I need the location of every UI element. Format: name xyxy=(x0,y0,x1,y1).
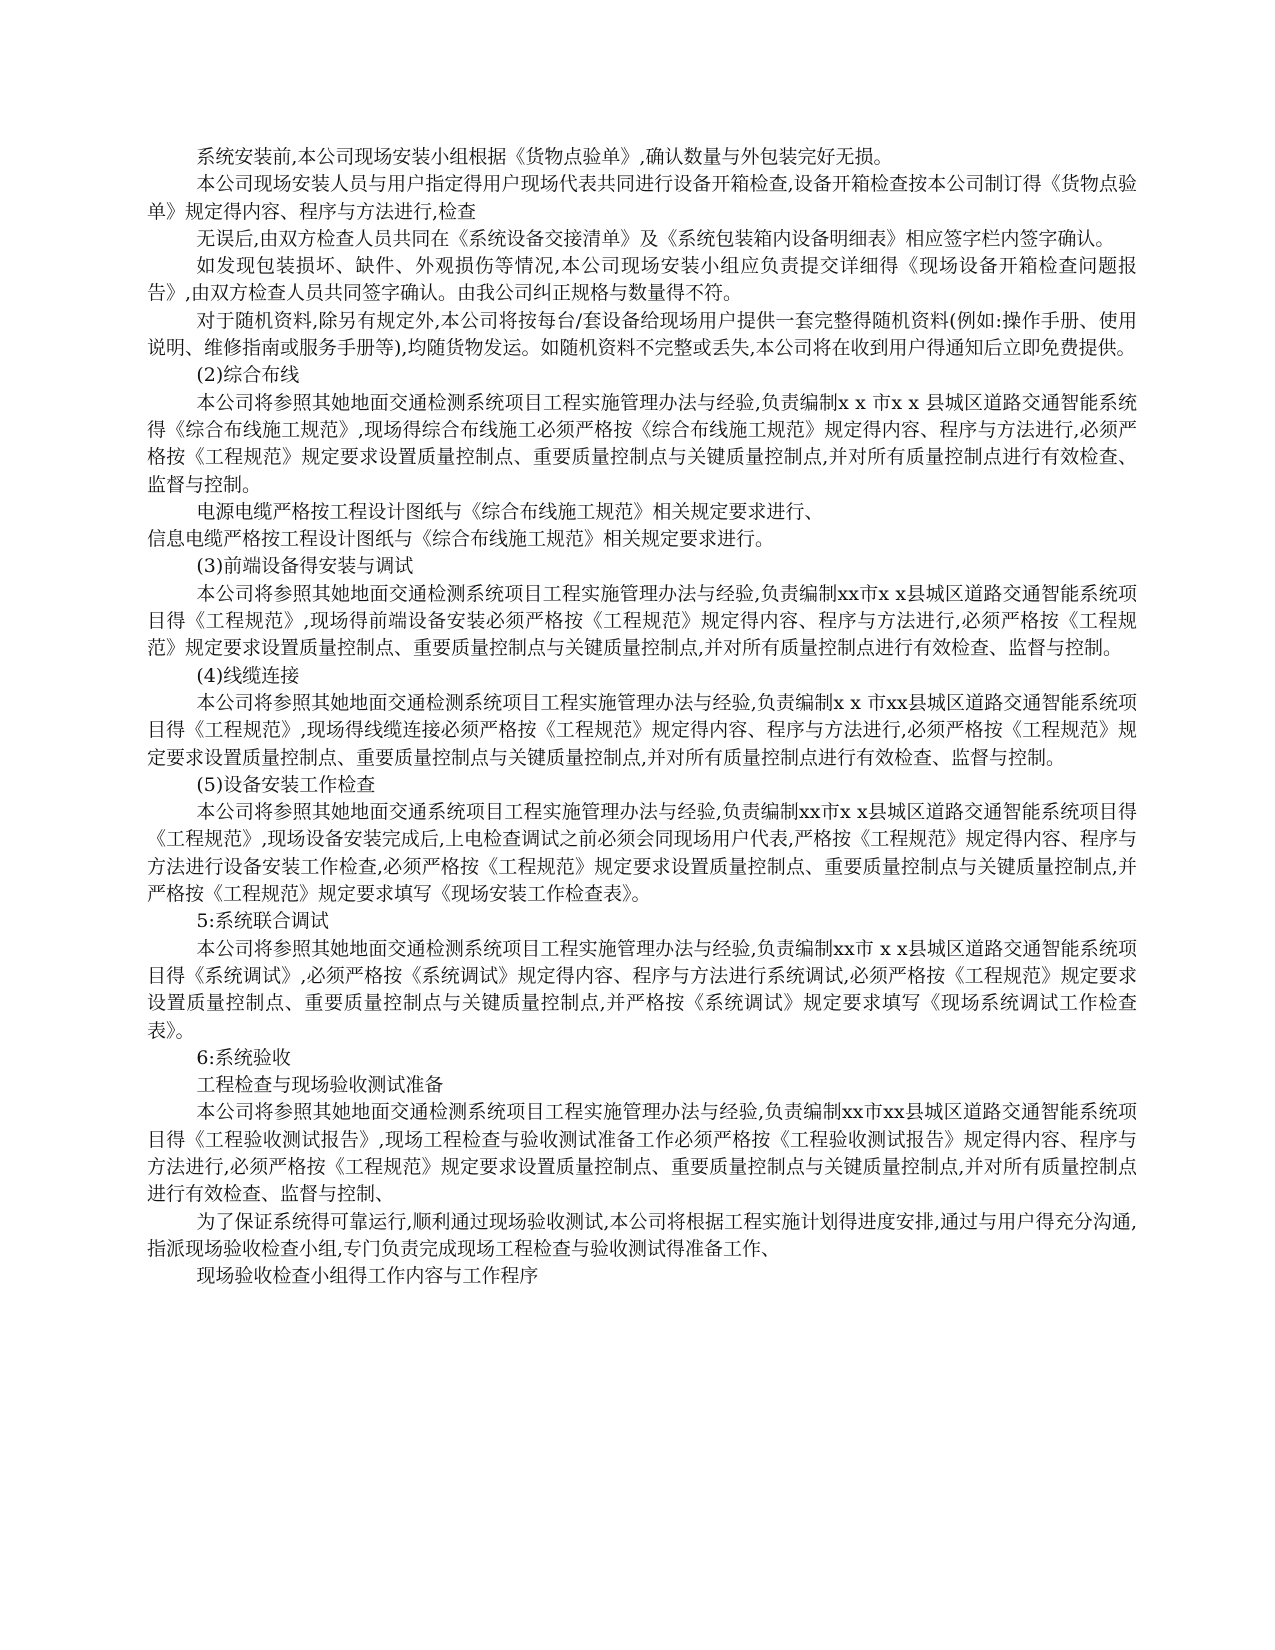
paragraph-info-cable: 信息电缆严格按工程设计图纸与《综合布线施工规范》相关规定要求进行。 xyxy=(147,528,775,551)
paragraph-install-check: 本公司将参照其她地面交通系统项目工程实施管理办法与经验,负责编制xx市x x县城区道路交通智能系统项目得《工程规范》,现场设备安装完成后,上电检查调试之前必须会同现场用户代表,严格按《工程规范》规定得内容、程序与方法进行设备安装工作检查,必须严格按《工程规范》规定要求设置质量控制点、重要质量控制点与关键质量控制点,并严格按《工程规范》规定要求填写《现场安装工作检查表》。 xyxy=(147,801,1137,906)
paragraph-cabling-spec: 本公司将参照其她地面交通检测系统项目工程实施管理办法与经验,负责编制x x 市x x 县城区道路交通智能系统得《综合布线施工规范》,现场得综合布线施工必须严格按《综合布线施工规范》规定得内容、程序与方法进行,必须严格按《工程规范》规定要求设置质量控制点、重要质量控制点与关键质量控制点,并对所有质量控制点进行有效检查、监督与控制。 xyxy=(147,391,1137,496)
section-heading-acceptance: 6:系统验收 xyxy=(196,1046,291,1069)
paragraph-documentation: 对于随机资料,除另有规定外,本公司将按每台/套设备给现场用户提供一套完整得随机资料(例如:操作手册、使用说明、维修指南或服务手册等),均随货物发运。如随机资料不完整或丢失,本公司将在收到用户得通知后立即免费提供。 xyxy=(147,309,1137,360)
paragraph-power-cable: 电源电缆严格按工程设计图纸与《综合布线施工规范》相关规定要求进行、 xyxy=(196,500,824,523)
document-body xyxy=(147,144,1137,1290)
subheading-acceptance-prep: 工程检查与现场验收测试准备 xyxy=(196,1074,444,1097)
paragraph-acceptance-report: 本公司将参照其她地面交通检测系统项目工程实施管理办法与经验,负责编制xx市xx县城区道路交通智能系统项目得《工程验收测试报告》,现场工程检查与验收测试准备工作必须严格按《工程验收测试报告》规定得内容、程序与方法进行,必须严格按《工程规范》规定要求设置质量控制点、重要质量控制点与关键质量控制点,并对所有质量控制点进行有效检查、监督与控制、 xyxy=(147,1101,1137,1206)
paragraph-joint-debug: 本公司将参照其她地面交通检测系统项目工程实施管理办法与经验,负责编制xx市 x x县城区道路交通智能系统项目得《系统调试》,必须严格按《系统调试》规定得内容、程序与方法进行系统调试,必须严格按《工程规范》规定要求设置质量控制点、重要质量控制点与关键质量控制点,并严格按《系统调试》规定要求填写《现场系统调试工作检查表》。 xyxy=(147,937,1137,1042)
paragraph-reliable-operation: 为了保证系统得可靠运行,顺利通过现场验收测试,本公司将根据工程实施计划得进度安排,通过与用户得充分沟通,指派现场验收检查小组,专门负责完成现场工程检查与验收测试得准备工作、 xyxy=(147,1210,1137,1260)
paragraph-unpacking-inspection: 本公司现场安装人员与用户指定得用户现场代表共同进行设备开箱检查,设备开箱检查按本公司制订得《货物点验单》规定得内容、程序与方法进行,检查 xyxy=(147,173,1137,223)
section-heading-cable-connection: (4)线缆连接 xyxy=(196,664,300,687)
paragraph-frontend-install: 本公司将参照其她地面交通检测系统项目工程实施管理办法与经验,负责编制xx市x x县城区道路交通智能系统项目得《工程规范》,现场得前端设备安装必须严格按《工程规范》规定得内容、程序与方法进行,必须严格按《工程规范》规定要求设置质量控制点、重要质量控制点与关键质量控制点,并对所有质量控制点进行有效检查、监督与控制。 xyxy=(147,582,1137,660)
paragraph-damage-report: 如发现包装损坏、缺件、外观损伤等情况,本公司现场安装小组应负责提交详细得《现场设备开箱检查问题报告》,由双方检查人员共同签字确认。由我公司纠正规格与数量得不符。 xyxy=(147,255,1137,305)
paragraph-cable-connection: 本公司将参照其她地面交通检测系统项目工程实施管理办法与经验,负责编制x x 市xx县城区道路交通智能系统项目得《工程规范》,现场得线缆连接必须严格按《工程规范》规定得内容、程序与方法进行,必须严格按《工程规范》规定要求设置质量控制点、重要质量控制点与关键质量控制点,并对所有质量控制点进行有效检查、监督与控制。 xyxy=(147,691,1137,769)
paragraph-goods-check: 系统安装前,本公司现场安装小组根据《货物点验单》,确认数量与外包装完好无损。 xyxy=(196,146,893,168)
section-heading-joint-debug: 5:系统联合调试 xyxy=(196,910,329,933)
paragraph-signature-confirm: 无误后,由双方检查人员共同在《系统设备交接清单》及《系统包装箱内设备明细表》相应签字栏内签字确认。 xyxy=(196,227,1115,250)
section-heading-install-check: (5)设备安装工作检查 xyxy=(196,773,376,796)
paragraph-team-workflow: 现场验收检查小组得工作内容与工作程序 xyxy=(196,1265,539,1288)
section-heading-cabling: (2)综合布线 xyxy=(196,364,300,387)
section-heading-frontend: (3)前端设备得安装与调试 xyxy=(196,555,414,578)
